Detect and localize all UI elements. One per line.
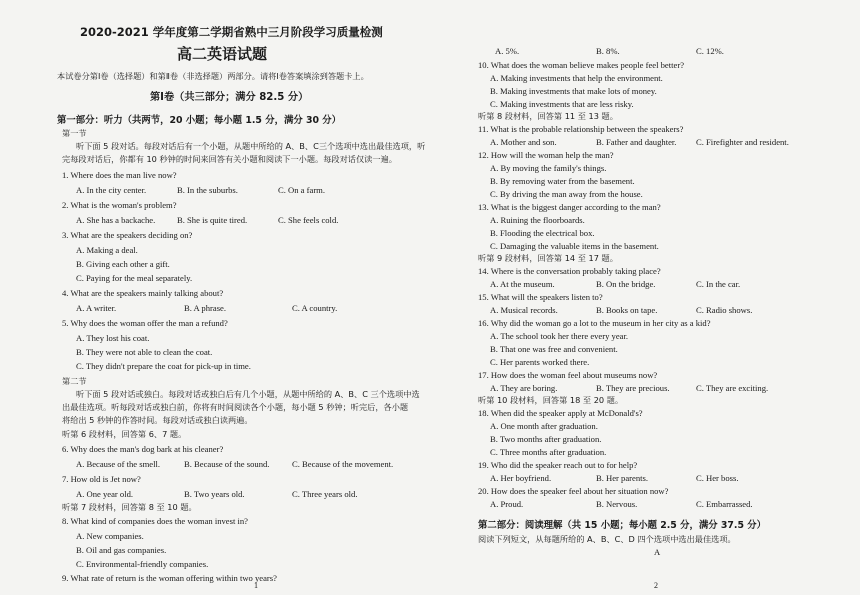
material-10-instruction: 听第 10 段材料，回答第 18 至 20 题。 [478,395,624,405]
question-13: 13. What is the biggest danger according to the man? [478,202,661,212]
exam-title: 2020-2021 学年度第二学期省熟中三月阶段学习质量检测 [80,25,383,39]
q14-option-a: A. At the museum. [490,279,555,289]
q20-option-a: A. Proud. [490,499,524,509]
q19-option-c: C. Her boss. [696,473,739,483]
exam-subtitle: 高二英语试题 [177,45,268,63]
passage-a-label: A [654,547,661,557]
q18-option-c: C. Three months after graduation. [490,447,607,457]
q18-option-b: B. Two months after graduation. [490,434,602,444]
part-1-heading: 第一部分：听力（共两节，20 小题；每小题 1.5 分，满分 30 分） [57,115,342,126]
subsection-1-heading: 第一节 [62,128,87,138]
q6-option-a: A. Because of the smell. [76,459,161,469]
q6-option-c: C. Because of the movement. [292,459,394,469]
q15-option-a: A. Musical records. [490,305,558,315]
q9-option-c: C. 12%. [696,46,724,56]
q12-option-c: C. By driving the man away from the house. [490,189,643,199]
q19-option-a: A. Her boyfriend. [490,473,552,483]
question-11: 11. What is the probable relationship between the speakers? [478,124,684,134]
q4-option-b: B. A phrase. [184,303,227,313]
q4-option-c: C. A country. [292,303,338,313]
question-6: 6. Why does the man's dog bark at his cleaner? [62,444,224,454]
part-2-directions: 阅读下列短文，从每题所给的 A、B、C、D 四个选项中选出最佳选项。 [478,534,736,544]
q7-option-a: A. One year old. [76,489,134,499]
material-8-instruction: 听第 8 段材料，回答第 11 至 13 题。 [478,111,618,121]
page-number: 2 [654,581,658,590]
q9-option-a: A. 5%. [495,46,520,56]
q9-option-b: B. 8%. [596,46,620,56]
question-15: 15. What will the speakers listen to? [478,292,603,302]
q3-option-b: B. Giving each other a gift. [76,259,170,269]
subsection-1-directions-line: 完每段对话后，你都有 10 秒钟的时间来回答有关小题和阅读下一小题。每段对话仅读一遍。 [62,154,397,164]
question-5: 5. Why does the woman offer the man a refund? [62,318,228,328]
exam-page-2 [430,0,860,595]
q11-option-a: A. Mother and son. [490,137,557,147]
q17-option-b: B. They are precious. [596,383,670,393]
q8-option-c: C. Environmental-friendly companies. [76,559,209,569]
part-2-heading: 第二部分：阅读理解（共 15 小题；每小题 2.5 分，满分 37.5 分） [478,520,766,531]
q1-option-a: A. In the city center. [76,185,147,195]
q5-option-b: B. They were not able to clean the coat. [76,347,213,357]
question-9: 9. What rate of return is the woman offering within two years? [62,573,277,583]
page-number: 1 [254,581,258,590]
question-12: 12. How will the woman help the man? [478,150,614,160]
q13-option-b: B. Flooding the electrical box. [490,228,595,238]
question-19: 19. Who did the speaker reach out to for help? [478,460,638,470]
question-17: 17. How does the woman feel about museums now? [478,370,658,380]
exam-intro: 本试卷分第Ⅰ卷（选择题）和第Ⅱ卷（非选择题）两部分。请将Ⅰ卷答案填涂到答题卡上。 [57,71,369,81]
subsection-2-directions-line: 听下面 5 段对话或独白。每段对话或独白后有几个小题，从题中所给的 A、B、C 三个选项中选 [76,389,420,399]
q15-option-c: C. Radio shows. [696,305,753,315]
question-7: 7. How old is Jet now? [62,474,141,484]
subsection-2-heading: 第二节 [62,376,87,386]
q14-option-c: C. In the car. [696,279,741,289]
q12-option-b: B. By removing water from the basement. [490,176,635,186]
q16-option-b: B. That one was free and convenient. [490,344,618,354]
subsection-1-directions-line: 听下面 5 段对话。每段对话后有一个小题，从题中所给的 A、B、C三个选项中选出最佳选项，听 [76,141,426,151]
q17-option-c: C. They are exciting. [696,383,769,393]
q18-option-a: A. One month after graduation. [490,421,598,431]
q10-option-b: B. Making investments that make lots of money. [490,86,657,96]
question-10: 10. What does the woman believe makes people feel better? [478,60,685,70]
q7-option-c: C. Three years old. [292,489,358,499]
question-20: 20. How does the speaker feel about her situation now? [478,486,669,496]
q8-option-b: B. Oil and gas companies. [76,545,167,555]
q19-option-b: B. Her parents. [596,473,649,483]
q13-option-c: C. Damaging the valuable items in the basement. [490,241,659,251]
q11-option-c: C. Firefighter and resident. [696,137,789,147]
question-2: 2. What is the woman's problem? [62,200,177,210]
q16-option-c: C. Her parents worked there. [490,357,590,367]
q2-option-b: B. She is quite tired. [177,215,248,225]
q3-option-c: C. Paying for the meal separately. [76,273,193,283]
q5-option-a: A. They lost his coat. [76,333,150,343]
subsection-2-directions-line: 出最佳选项。听每段对话或独白前，你将有时间阅读各个小题，每小题 5 秒钟；听完后，各小题 [62,402,409,412]
section-1-heading: 第Ⅰ卷（共三部分；满分 82.5 分） [150,92,309,103]
q7-option-b: B. Two years old. [184,489,245,499]
q17-option-a: A. They are boring. [490,383,558,393]
q1-option-c: C. On a farm. [278,185,326,195]
q6-option-b: B. Because of the sound. [184,459,270,469]
q3-option-a: A. Making a deal. [76,245,138,255]
question-8: 8. What kind of companies does the woman invest in? [62,516,248,526]
q8-option-a: A. New companies. [76,531,144,541]
q5-option-c: C. They didn't prepare the coat for pick-up in time. [76,361,251,371]
q15-option-b: B. Books on tape. [596,305,658,315]
question-3: 3. What are the speakers deciding on? [62,230,193,240]
question-1: 1. Where does the man live now? [62,170,177,180]
q2-option-a: A. She has a backache. [76,215,156,225]
q10-option-c: C. Making investments that are less risky. [490,99,634,109]
question-16: 16. Why did the woman go a lot to the museum in her city as a kid? [478,318,711,328]
question-18: 18. When did the speaker apply at McDonald's? [478,408,643,418]
question-4: 4. What are the speakers mainly talking about? [62,288,224,298]
q4-option-a: A. A writer. [76,303,117,313]
q20-option-c: C. Embarrassed. [696,499,753,509]
q11-option-b: B. Father and daughter. [596,137,677,147]
material-9-instruction: 听第 9 段材料，回答第 14 至 17 题。 [478,253,618,263]
q2-option-c: C. She feels cold. [278,215,339,225]
subsection-2-directions-line: 将给出 5 秒钟的作答时间。每段对话或独白读两遍。 [62,415,253,425]
q16-option-a: A. The school took her there every year. [490,331,629,341]
q13-option-a: A. Ruining the floorboards. [490,215,585,225]
q20-option-b: B. Nervous. [596,499,638,509]
q10-option-a: A. Making investments that help the environment. [490,73,663,83]
material-7-instruction: 听第 7 段材料，回答第 8 至 10 题。 [62,502,197,512]
material-6-instruction: 听第 6 段材料，回答第 6、7 题。 [62,429,187,439]
q1-option-b: B. In the suburbs. [177,185,238,195]
question-14: 14. Where is the conversation probably taking place? [478,266,661,276]
q14-option-b: B. On the bridge. [596,279,656,289]
q12-option-a: A. By moving the family's things. [490,163,607,173]
